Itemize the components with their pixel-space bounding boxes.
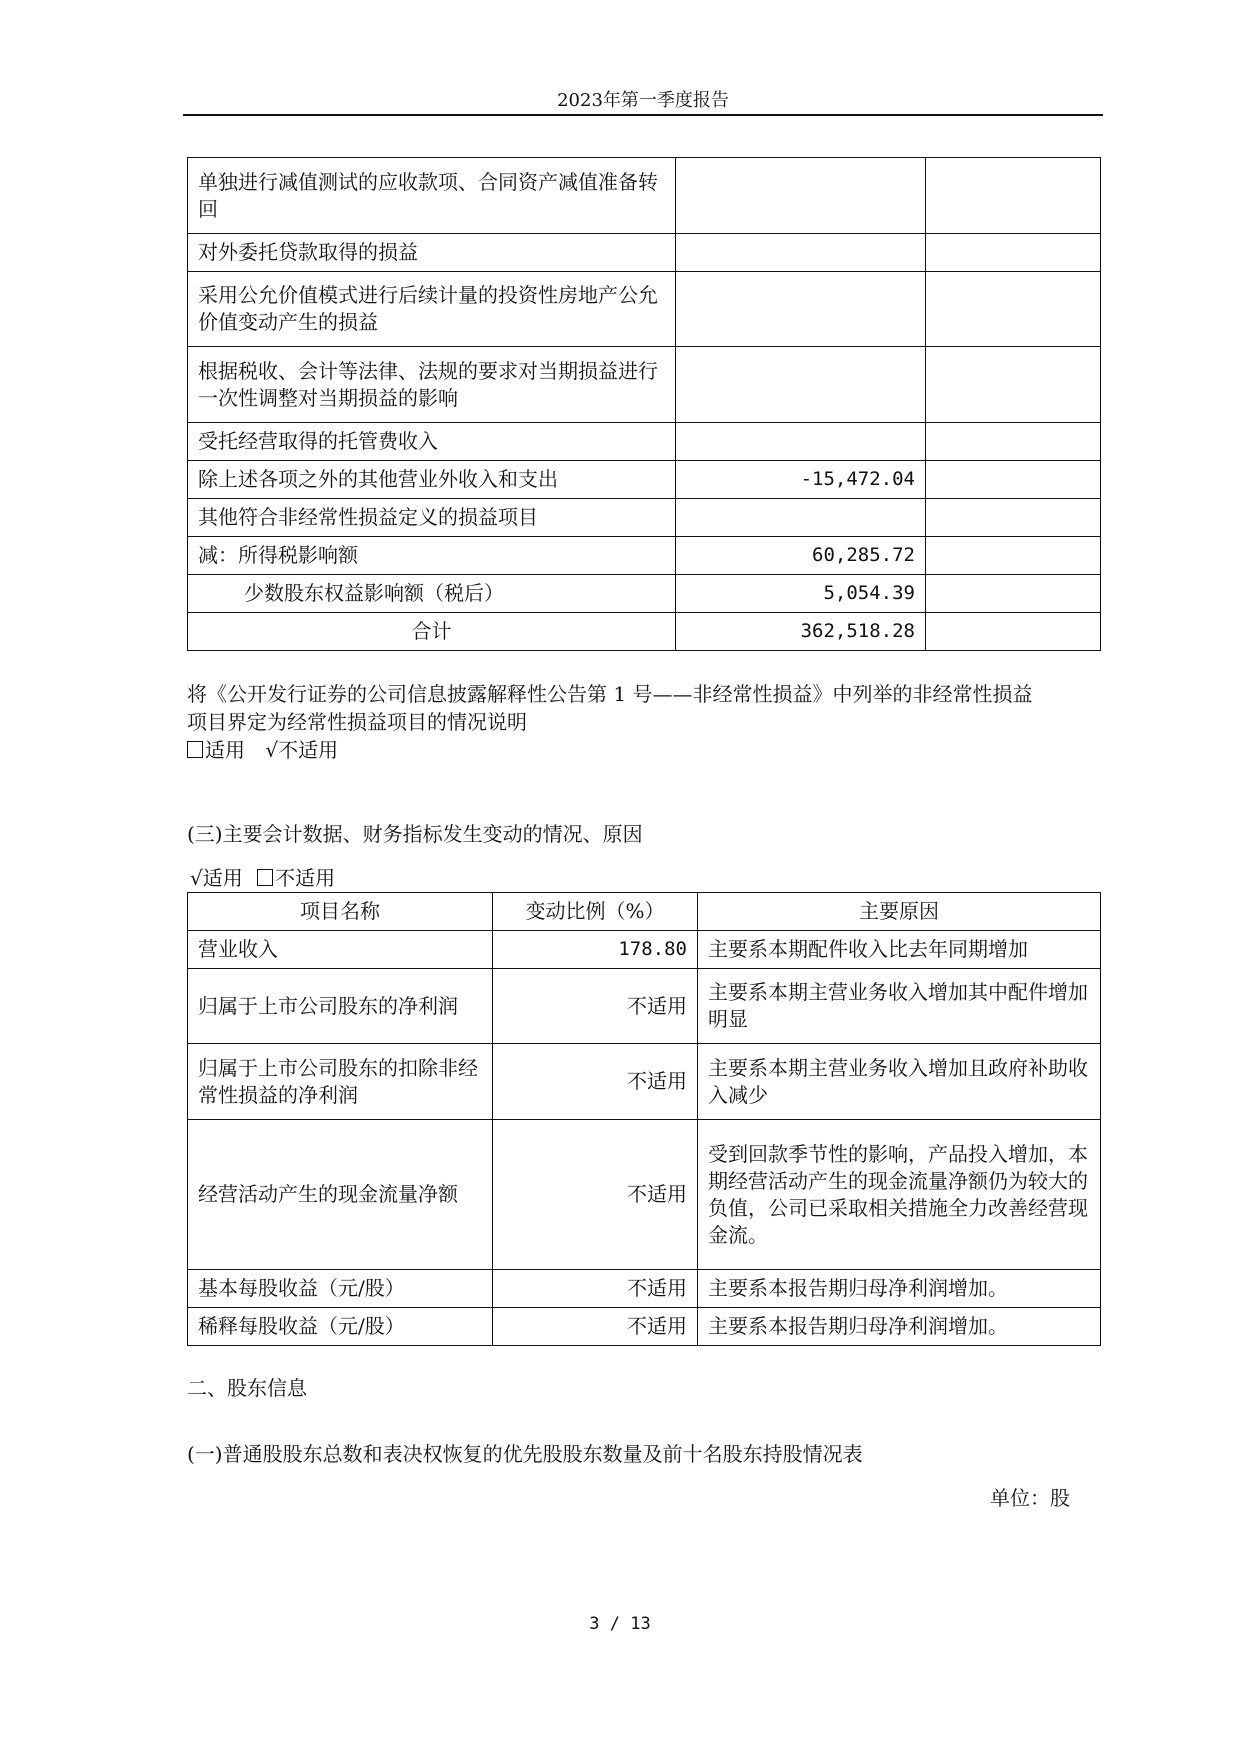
row-value: 60,285.72	[676, 537, 926, 575]
table-row	[188, 1270, 1101, 1308]
section-3-applicability	[190, 864, 335, 892]
column-header: 变动比例（%）	[493, 893, 698, 931]
not-applicable-label: 不适用	[275, 866, 336, 890]
row-note	[926, 234, 1101, 272]
main-reason: 主要系本期配件收入比去年同期增加	[698, 931, 1101, 969]
table-row	[188, 423, 1101, 461]
table-row	[188, 537, 1101, 575]
checkbox-icon	[187, 741, 203, 758]
row-label: 合计	[188, 613, 676, 651]
row-value	[676, 158, 926, 234]
row-value	[676, 272, 926, 347]
row-value	[676, 423, 926, 461]
checkbox-icon	[257, 869, 273, 886]
table-row	[188, 158, 1101, 234]
row-label: 减：所得税影响额	[188, 537, 676, 575]
applicable-label: 适用	[205, 738, 245, 762]
table-row-total	[188, 613, 1101, 651]
unit-label: 单位：股	[990, 1486, 1070, 1510]
table-row	[188, 1120, 1101, 1270]
main-reason: 主要系本报告期归母净利润增加。	[698, 1308, 1101, 1346]
row-note	[926, 272, 1101, 347]
check-mark-icon: √	[190, 866, 203, 890]
column-header: 主要原因	[698, 893, 1101, 931]
change-ratio: 不适用	[493, 1270, 698, 1308]
change-ratio: 不适用	[493, 969, 698, 1044]
item-name: 归属于上市公司股东的净利润	[188, 969, 493, 1044]
row-label: 单独进行减值测试的应收款项、合同资产减值准备转回	[188, 158, 676, 234]
item-name: 营业收入	[188, 931, 493, 969]
section-3-title: (三)主要会计数据、财务指标发生变动的情况、原因	[187, 822, 643, 846]
item-name: 基本每股收益（元/股）	[188, 1270, 493, 1308]
non-recurring-explanation	[187, 680, 1107, 764]
not-applicable-label: 不适用	[278, 738, 339, 762]
row-note	[926, 575, 1101, 613]
row-value	[676, 347, 926, 423]
row-label: 对外委托贷款取得的损益	[188, 234, 676, 272]
table-row	[188, 969, 1101, 1044]
major-changes-table	[187, 892, 1101, 1346]
main-reason: 主要系本报告期归母净利润增加。	[698, 1270, 1101, 1308]
change-ratio: 不适用	[493, 1308, 698, 1346]
row-label: 其他符合非经常性损益定义的损益项目	[188, 499, 676, 537]
table-row	[188, 575, 1101, 613]
main-reason: 受到回款季节性的影响，产品投入增加，本期经营活动产生的现金流量净额仍为较大的负值，公司已采取相关措施全力改善经营现金流。	[698, 1120, 1101, 1270]
row-note	[926, 537, 1101, 575]
explanation-line-2: 项目界定为经常性损益项目的情况说明	[187, 710, 527, 734]
table-row	[188, 461, 1101, 499]
row-note	[926, 499, 1101, 537]
item-name: 归属于上市公司股东的扣除非经常性损益的净利润	[188, 1044, 493, 1120]
main-reason: 主要系本期主营业务收入增加且政府补助收入减少	[698, 1044, 1101, 1120]
page-header: 2023年第一季度报告	[183, 88, 1103, 116]
row-value	[676, 499, 926, 537]
change-ratio: 178.80	[493, 931, 698, 969]
row-value	[676, 234, 926, 272]
row-note	[926, 613, 1101, 651]
section-shareholders-title: 二、股东信息	[187, 1376, 307, 1400]
row-label: 采用公允价值模式进行后续计量的投资性房地产公允价值变动产生的损益	[188, 272, 676, 347]
row-label: 受托经营取得的托管费收入	[188, 423, 676, 461]
applicability-options	[187, 736, 1107, 764]
table-row	[188, 347, 1101, 423]
table-header-row	[188, 893, 1101, 931]
column-header: 项目名称	[188, 893, 493, 931]
row-note	[926, 423, 1101, 461]
table-row	[188, 272, 1101, 347]
page-number: 3 / 13	[589, 1614, 651, 1634]
table-row	[188, 931, 1101, 969]
row-value: 5,054.39	[676, 575, 926, 613]
section-shareholders-1-title: (一)普通股股东总数和表决权恢复的优先股股东数量及前十名股东持股情况表	[187, 1442, 863, 1466]
item-name: 稀释每股收益（元/股）	[188, 1308, 493, 1346]
non-recurring-gains-table	[187, 157, 1101, 651]
row-value: -15,472.04	[676, 461, 926, 499]
check-mark-icon: √	[265, 738, 279, 762]
table-row	[188, 234, 1101, 272]
row-value: 362,518.28	[676, 613, 926, 651]
row-label: 除上述各项之外的其他营业外收入和支出	[188, 461, 676, 499]
row-note	[926, 347, 1101, 423]
row-note	[926, 461, 1101, 499]
table-row	[188, 1308, 1101, 1346]
explanation-line-1: 将《公开发行证券的公司信息披露解释性公告第 1 号——非经常性损益》中列举的非经常性损益	[187, 682, 1033, 706]
row-note	[926, 158, 1101, 234]
main-reason: 主要系本期主营业务收入增加其中配件增加明显	[698, 969, 1101, 1044]
change-ratio: 不适用	[493, 1044, 698, 1120]
table-row	[188, 1044, 1101, 1120]
row-label: 少数股东权益影响额（税后）	[188, 575, 676, 613]
applicable-label: 适用	[202, 866, 243, 890]
table-row	[188, 499, 1101, 537]
change-ratio: 不适用	[493, 1120, 698, 1270]
item-name: 经营活动产生的现金流量净额	[188, 1120, 493, 1270]
row-label: 根据税收、会计等法律、法规的要求对当期损益进行一次性调整对当期损益的影响	[188, 347, 676, 423]
